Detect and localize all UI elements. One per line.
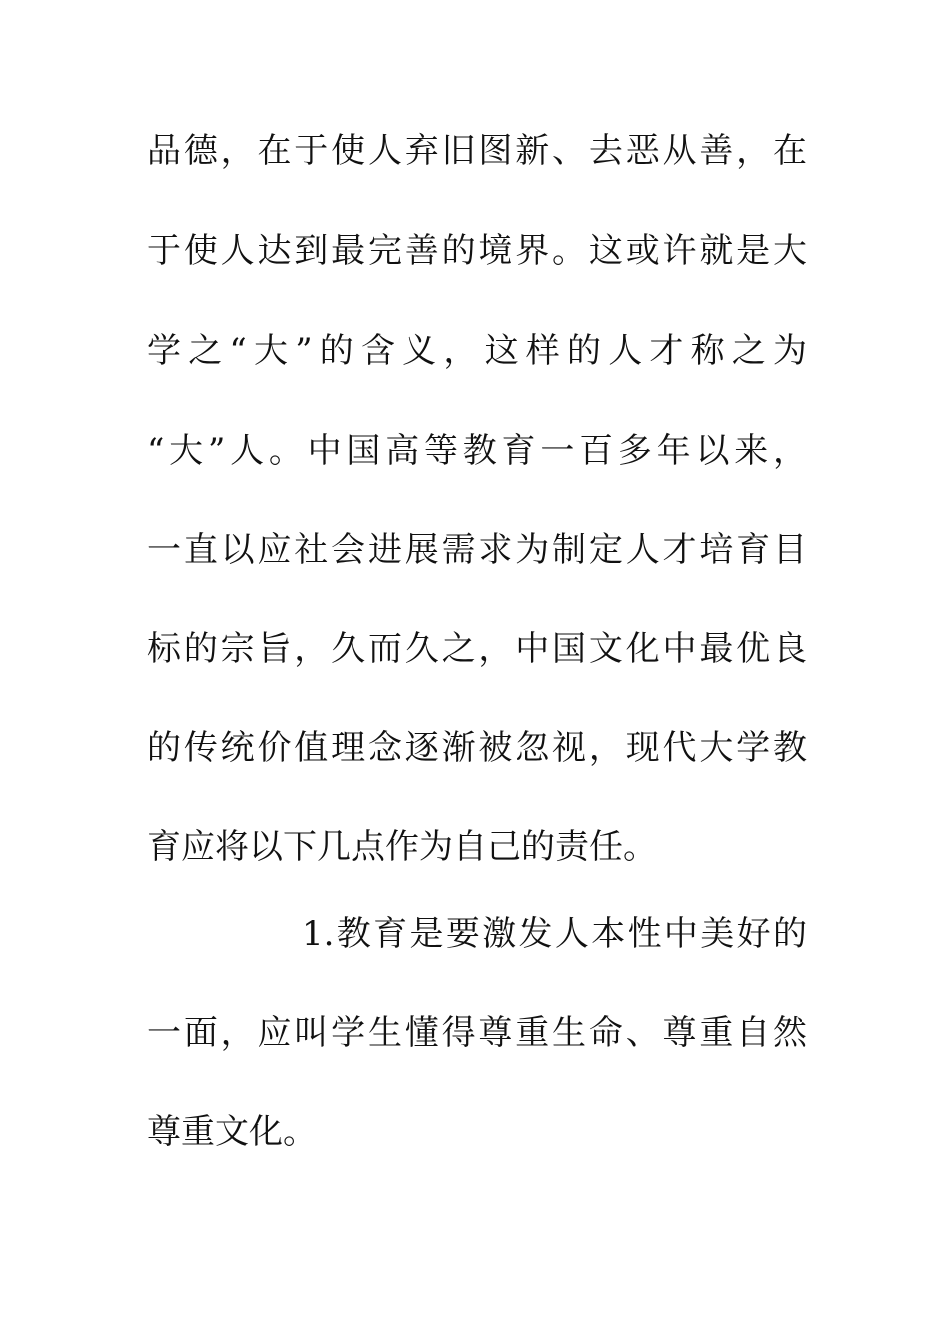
paragraph-line: 学之“大”的含义，这样的人才称之为 xyxy=(147,331,807,371)
paragraph-line: 育应将以下几点作为自己的责任。 xyxy=(147,827,657,867)
paragraph-line: 一直以应社会进展需求为制定人才培育目 xyxy=(147,530,807,570)
paragraph-line: 的传统价值理念逐渐被忽视，现代大学教 xyxy=(147,728,807,768)
list-item-heading: 1.教育是要激发人本性中美好的 xyxy=(302,914,807,954)
paragraph-line: 品德，在于使人弃旧图新、去恶从善，在 xyxy=(147,131,807,171)
paragraph-line: 标的宗旨，久而久之，中国文化中最优良 xyxy=(147,629,807,669)
paragraph-line: 于使人达到最完善的境界。这或许就是大 xyxy=(147,231,807,271)
paragraph-line: 尊重文化。 xyxy=(147,1112,317,1152)
paragraph-line: “大”人。中国高等教育一百多年以来， xyxy=(147,431,807,471)
paragraph-line: 一面，应叫学生懂得尊重生命、尊重自然 xyxy=(147,1013,807,1053)
